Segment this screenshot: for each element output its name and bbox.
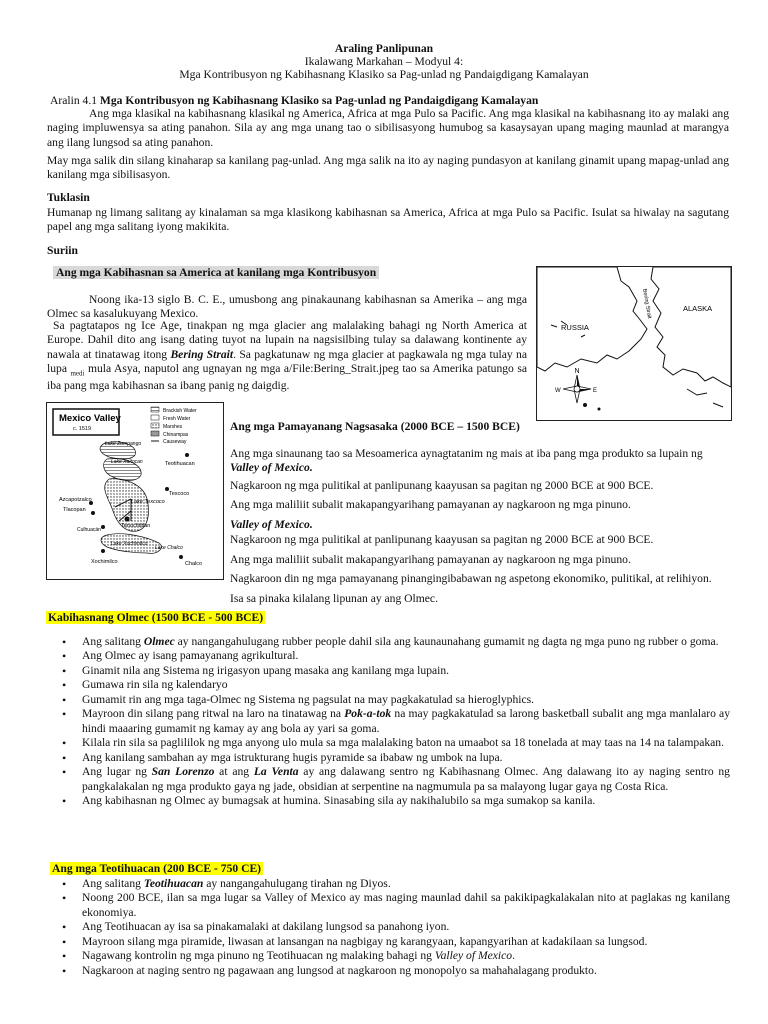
mexico-map-date: c. 1519: [73, 426, 92, 432]
pamayanan-p3: Ang mga maliliit subalit makapangyarihang pamayanan ay nagkaroon ng mga pinuno.: [230, 498, 631, 512]
svg-text:Tlacopan: Tlacopan: [63, 507, 86, 513]
map-label-alaska: ALASKA: [683, 304, 713, 313]
svg-text:Fresh Water: Fresh Water: [163, 416, 191, 422]
mexico-map-graphic: [47, 403, 223, 579]
mexico-map-legend: [151, 407, 197, 445]
mexico-map-title: Mexico Valley: [59, 413, 121, 424]
suriin-paragraph-2: Sa pagtatapos ng Ice Age, tinakpan ng mga glacier ang malalaking bahagi ng North America at Europe. Dahil dito ang isang dating tuyot na lupain na nagsisilbing tulay sa dalawang kontinente ay nawala at tinatawag itong Bering Strait. Sa pagkatunaw ng mga glacier at pagkawala ng mga tulay na lupa $_{medi}$ mula Asya, naputol ang ugnayan ng mga a/File:Bering_Strait.jpeg tao sa Amerika patungo sa iba pang mga kabihasnan sa ibang panig ng daigdig.: [47, 319, 527, 392]
suriin-heading: Suriin: [47, 244, 78, 257]
svg-text:Lake Xochimilco: Lake Xochimilco: [111, 541, 148, 547]
svg-text:Chinampas: Chinampas: [163, 432, 189, 438]
list-item: • Ang kabihasnan ng Olmec ay bumagsak at humina. Sinasabing sila ay nakihalubilo sa mga sumakop sa kanila.: [46, 794, 730, 808]
pamayanan-p2: Nagkaroon ng mga pulitikal at panlipunang kaayusan sa pagitan ng 2000 BCE at 900 BCE.: [230, 478, 654, 492]
doc-subtitle-2: Mga Kontribusyon ng Kabihasnang Klasiko sa Pag-unlad ng Pandaigdigang Kamalayan: [179, 68, 589, 81]
list-item: • Ang salitang Olmec ay nangangahulugang rubber people dahil sila ang kaunaunahang gumamit ng dagta ng mga puno ng rubber o goma.: [46, 635, 730, 649]
teotihuacan-list: [46, 877, 730, 978]
list-item: • Ang Olmec ay isang pamayanang agrikultural.: [46, 649, 730, 663]
list-item: • Gumawa rin sila ng kalendaryo: [46, 678, 730, 692]
svg-text:Xochimilco: Xochimilco: [91, 559, 118, 565]
map-label-strait: Bering Strait: [641, 288, 653, 320]
aralin-paragraph-2: May mga salik din silang kinaharap sa kanilang pag-unlad. Ang mga salik na ito ay naging pundasyon at kanilang ginamit upang mapag-unlad ang kanilang mga sibilisasyon.: [47, 154, 729, 182]
doc-title: Araling Panlipunan: [334, 42, 434, 55]
svg-text:Lake Texcoco: Lake Texcoco: [131, 499, 165, 505]
compass-rose-icon: [555, 368, 597, 403]
list-item: • Ang kanilang sambahan ay mga istrukturang hugis pyramide sa ibabaw ng umbok na lupa.: [46, 751, 730, 765]
tuklasin-text: Humanap ng limang salitang ay kinalaman sa mga klasikong kabihasnan sa America, Africa at mga Pulo sa Pacific. Isulat sa hiwalay na sagutang papel ang mga salitang iyong makikita.: [47, 206, 729, 234]
pamayanan-p6: Ang mga maliliit subalit makapangyarihang pamayanan ay nagkaroon ng mga pinuno.: [230, 552, 631, 566]
list-item: • Ang lugar ng San Lorenzo at ang La Venta ay ang dalawang sentro ng Kabihasnang Olmec. Ang dalawang ito ay naging sentro ng pangkalakalan ng mga produkto gaya ng jade, obsidian at serpentine na nagmumula pa sa malayong lugar gaya ng Costa Rica.: [46, 765, 730, 794]
svg-text:N: N: [574, 368, 580, 375]
pamayanan-p1: Ang mga sinaunang tao sa Mesoamerica aynagtatanim ng mais at iba pang mga produkto sa lupain ng Valley of Mexico.: [230, 447, 703, 475]
aralin-title: Mga Kontribusyon ng Kabihasnang Klasiko sa Pag-unlad ng Pandaigdigang Kamalayan: [99, 94, 539, 107]
mexico-valley-map: [46, 402, 224, 580]
list-item: • Ginamit nila ang Sistema ng irigasyon upang masaka ang kanilang mga lupain.: [46, 664, 730, 678]
svg-text:Marshes: Marshes: [163, 424, 183, 430]
svg-text:Azcapotzalco: Azcapotzalco: [59, 497, 92, 503]
bering-strait-map: [536, 266, 732, 421]
pamayanan-p8: Isa sa pinaka kilalang lipunan ay ang Olmec.: [230, 591, 438, 605]
svg-text:Chalco: Chalco: [185, 561, 203, 567]
map-label-russia: RUSSIA: [561, 323, 589, 332]
olmec-heading: Kabihasnang Olmec (1500 BCE - 500 BCE): [48, 611, 264, 624]
list-item: • Nagkaroon at naging sentro ng pagawaan ang lungsod at nagkaroon ng monopolyo sa mahahalagang produkto.: [46, 964, 730, 978]
pamayanan-p5: Nagkaroon ng mga pulitikal at panlipunang kaayusan sa pagitan ng 2000 BCE at 900 BCE.: [230, 533, 654, 547]
suriin-section-title: Ang mga Kabihasnan sa America at kanilang mga Kontribusyon: [53, 266, 379, 280]
svg-text:Lake Xaltocan: Lake Xaltocan: [111, 459, 143, 465]
doc-subtitle: Ikalawang Markahan – Modyul 4:: [304, 55, 464, 68]
tuklasin-heading: Tuklasin: [47, 191, 90, 204]
svg-text:Causeway: Causeway: [163, 439, 187, 445]
list-item: • Ang salitang Teotihuacan ay nangangahulugang tirahan ng Diyos.: [46, 877, 730, 891]
list-item: • Gumamit rin ang mga taga-Olmec ng Sistema ng pagsulat na may pagkakatulad sa hieroglyphics.: [46, 693, 730, 707]
list-item: • Nagawang kontrolin ng mga pinuno ng Teotihuacan ng malaking bahagi ng Valley of Mexico.: [46, 949, 730, 963]
aralin-number: Aralin 4.1: [50, 94, 98, 107]
svg-text:Lake Chalco: Lake Chalco: [155, 545, 183, 551]
list-item: • Ang Teotihuacan ay isa sa pinakamalaki at dakilang lungsod sa panahong iyon.: [46, 920, 730, 934]
list-item: • Mayroon silang mga piramide, liwasan at lansangan na nagbigay ng karangyaan, kapangyarihan at kadakilaan sa lungsod.: [46, 935, 730, 949]
list-item: • Kilala rin sila sa paglililok ng mga anyong ulo mula sa mga malalaking baton na umaabot sa 18 tonelada at may taas na 14 na talampakan.: [46, 736, 730, 750]
list-item: • Noong 200 BCE, ilan sa mga lugar sa Valley of Mexico ay mas naging maunlad dahil sa pakikipagkalakalan nito at paglakas ng kanilang ekonomiya.: [46, 891, 730, 920]
svg-text:W: W: [555, 388, 561, 394]
svg-text:Brackish Water: Brackish Water: [163, 408, 197, 414]
bering-map-graphic: [537, 267, 731, 420]
aralin-paragraph-1: Ang mga klasikal na kabihasnang klasikal ng America, Africa at mga Pulo sa Pacific. Ang mga klasikal na kabihasnang ito ay malaki ang naging impluwensya sa ating panahon. Sila ay ang mga unang tao o sibilisasyong humubog sa kasaysayan upang maging maunlad at marangya ang ilang lungsod sa ating panahon.: [47, 107, 729, 149]
pamayanan-section: [230, 420, 530, 434]
pamayanan-heading: Ang mga Pamayanang Nagsasaka (2000 BCE – 1500 BCE): [230, 420, 520, 433]
pamayanan-body: [230, 447, 730, 606]
svg-text:Culhuacán: Culhuacán: [77, 527, 101, 533]
olmec-list: [46, 635, 730, 809]
suriin-paragraph-1: Noong ika-13 siglo B. C. E., umusbong ang pinakaunang kabihasnan sa Amerika – ang mga Olmec sa kasalukuyang Mexico.: [47, 293, 527, 321]
pamayanan-p4: Valley of Mexico.: [230, 517, 313, 531]
svg-text:Tenochtitlan: Tenochtitlan: [121, 523, 151, 529]
svg-text:E: E: [593, 388, 598, 394]
teotihuacan-heading: Ang mga Teotihuacan (200 BCE - 750 CE): [52, 862, 262, 875]
svg-text:Texcoco: Texcoco: [169, 491, 190, 497]
pamayanan-p7: Nagkaroon din ng mga pamayanang pinangingibabawan ng aspetong ekonomiko, pulitikal, at relihiyon.: [230, 572, 712, 586]
svg-text:Lake Zumpango: Lake Zumpango: [105, 441, 142, 447]
list-item: • Mayroon din silang pang ritwal na laro na tinatawag na Pok-a-tok na may pagkakatulad sa larong basketball subalit ang mga manlalaro ay hindi maaaring gumamit ng kamay ay ang bola ay yari sa goma.: [46, 707, 730, 736]
svg-text:Teotihuacan: Teotihuacan: [165, 461, 195, 467]
